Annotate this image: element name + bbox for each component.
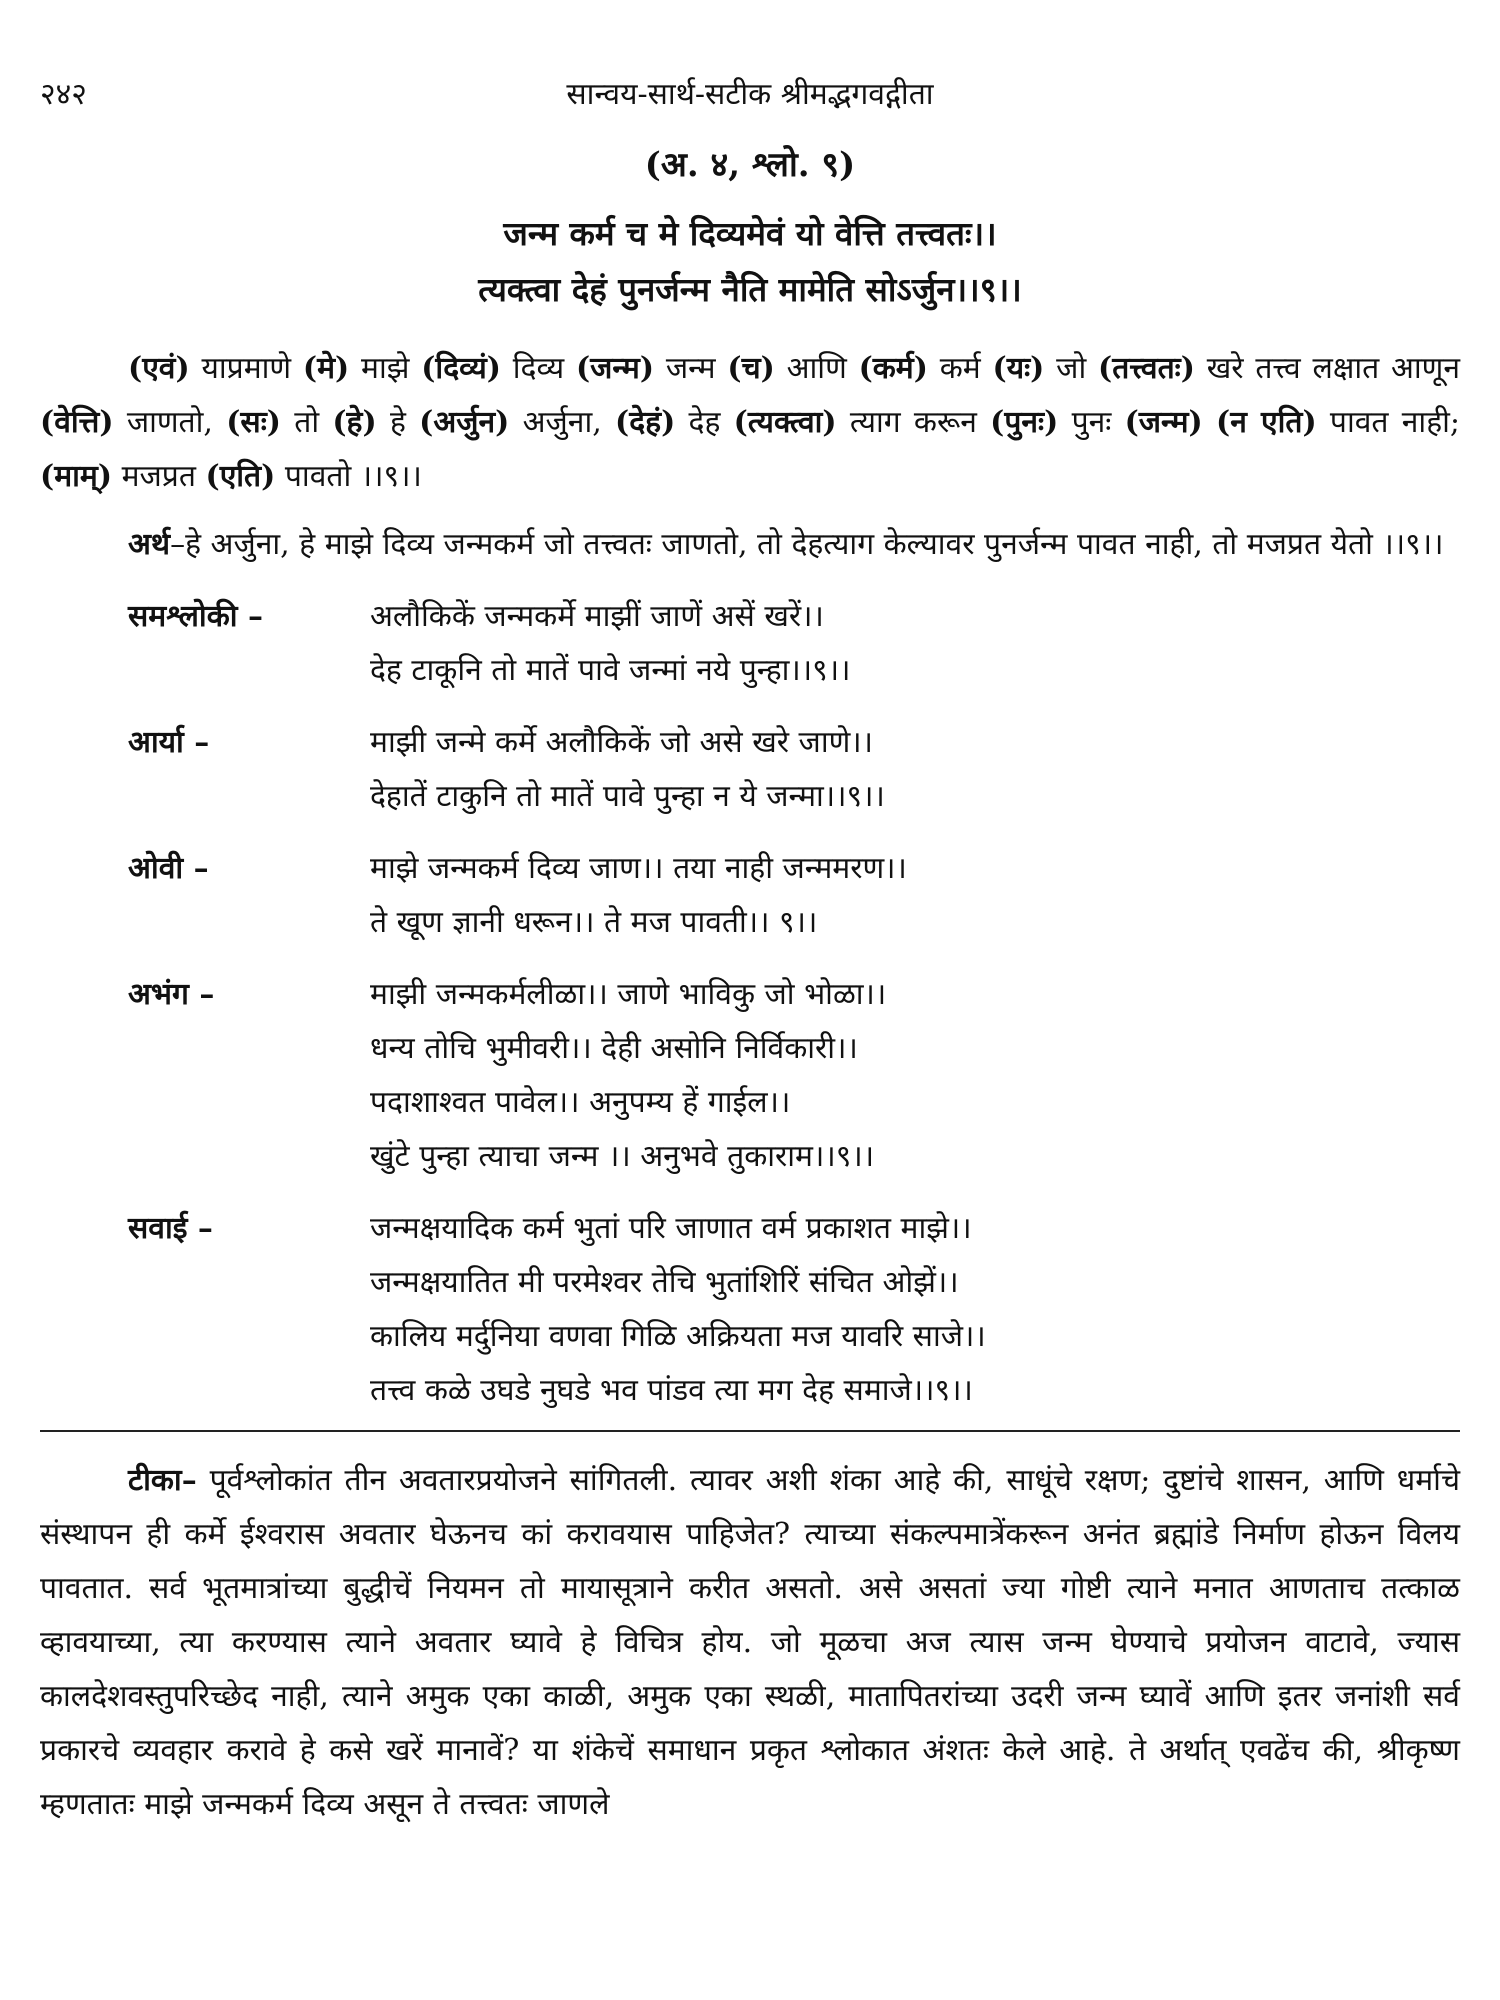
verse-label: समश्लोकी – [128,599,263,634]
tika-label: टीका– [128,1463,197,1498]
anvay-sanskrit-word: (अर्जुन) [419,405,510,440]
anvay-sanskrit-word: (हे) [332,405,377,440]
section-divider [40,1430,1460,1432]
anvay-sanskrit-word: (माम्) [40,459,113,494]
anvay-sanskrit-word: (जन्म) [575,351,655,386]
anvay-meaning: त्याग करून [836,405,991,440]
anvay-meaning: अर्जुना, [509,405,616,440]
anvay-meaning: पुनः [1058,405,1125,440]
anvay-sanskrit-word: (मे) [302,351,350,386]
anvay-sanskrit-word: (यः) [992,351,1045,386]
anvay-paragraph [40,342,1460,504]
verse-block [40,1202,1460,1418]
verse-line: अलौकिकें जन्मकर्मे माझीं जाणें असें खरें।। [370,599,824,634]
verse-lines [370,590,850,698]
anvay-meaning: याप्रमाणे [189,351,303,386]
anvay-sanskrit-word: (वेत्ति) [40,405,114,440]
anvay-sanskrit-word: (च) [727,351,775,386]
anvay-sanskrit-word: (पुनः) [990,405,1059,440]
verse-block [40,590,1460,698]
anvay-meaning: आणि [774,351,859,386]
anvay-meaning: जो [1044,351,1099,386]
verse-line: जन्मक्षयातित मी परमेश्वर तेचि भुतांशिरिं संचित ओझें।। [370,1265,959,1300]
anvay-meaning: जाणतो, [113,405,227,440]
anvay-meaning: माझे [349,351,422,386]
anvay-meaning: तो [280,405,333,440]
anvay-meaning [1203,405,1216,440]
verse-line: माझे जन्मकर्म दिव्य जाण।। तया नाही जन्ममरण।। [370,851,907,886]
artha-label: अर्थ [128,527,171,562]
verse-label: अभंग – [128,977,215,1012]
anvay-meaning: दिव्य [500,351,576,386]
artha-paragraph [40,518,1460,572]
anvay-meaning: हे [376,405,420,440]
tika-text: पूर्वश्लोकांत तीन अवतारप्रयोजने सांगितली. त्यावर अशी शंका आहे की, साधूंचे रक्षण; दुष्टांचे शासन, आणि धर्माचे संस्थापन ही कर्मे ईश्वरास अवतार घेऊनच कां करावयास पाहिजेत? त्याच्या संकल्पमात्रेंकरून अनंत ब्रह्मांडे निर्माण होऊन विलय पावतात. सर्व भूतमात्रांच्या बुद्धीचें नियमन तो मायासूत्राने करीत असतो. असे असतां ज्या गोष्टी त्याने मनात आणताच तत्काळ व्हावयाच्या, त्या करण्यास त्याने अवतार घ्यावे हे विचित्र होय. जो मूळचा अज त्यास जन्म घेण्याचे प्रयोजन वाटावे, ज्यास कालदेशवस्तुपरिच्छेद नाही, त्याने अमुक एका काळी, अमुक एका स्थळी, मातापितरांच्या उदरी जन्म घ्यावें आणि इतर जनांशी सर्व प्रकारचे व्यवहार करावे हे कसे खरें मानावें? या शंकेचें समाधान प्रकृत श्लोकात अंशतः केले आहे. ते अर्थात् एवढेंच की, श्रीकृष्ण म्हणतातः माझे जन्मकर्म दिव्य असून ते तत्त्वतः जाणले [40,1463,1460,1822]
anvay-sanskrit-word: (दिव्यं) [421,351,501,386]
verse-line: ते खूण ज्ञानी धरून।। ते मज पावती।। ९।। [370,905,818,940]
anvay-sanskrit-word: (सः) [226,405,281,440]
verse-label: आर्या – [128,725,210,760]
anvay-meaning: खरे तत्त्व लक्षात आणून [1194,351,1460,386]
anvay-sanskrit-word: (त्यक्त्वा) [733,405,837,440]
page-header [40,72,1460,124]
anvay-sanskrit-word: (एति) [205,459,276,494]
verse-line: देहातें टाकुनि तो मातें पावे पुन्हा न ये जन्मा।।९।। [370,779,885,814]
verse-line: माझी जन्मकर्मलीळा।। जाणे भाविकु जो भोळा।। [370,977,887,1012]
anvay-meaning: पावत नाही; [1316,405,1461,440]
verse-lines [370,1202,986,1418]
anvay-sanskrit-word: (न एति) [1216,405,1317,440]
anvay-meaning: कर्म [927,351,993,386]
anvay-meaning: पावतो ।।९।। [275,459,422,494]
verse-line: खुंटे पुन्हा त्याचा जन्म ।। अनुभवे तुकाराम।।९।। [370,1139,875,1174]
anvay-sanskrit-word: (जन्म) [1124,405,1203,440]
verse-lines [370,968,886,1184]
verse-translations [40,590,1460,1418]
verse-line: जन्मक्षयादिक कर्म भुतां परि जाणात वर्म प्रकाशत माझे।। [370,1211,972,1246]
anvay-sanskrit-word: (कर्म) [858,351,928,386]
shloka-line: जन्म कर्म च मे दिव्यमेवं यो वेत्ति तत्त्वतः।। [503,214,997,253]
running-title: सान्वय-सार्थ-सटीक श्रीमद्भगवद्गीता [566,77,934,112]
verse-label: सवाई – [128,1211,213,1246]
verse-reference: (अ. ४, श्लो. ९) [644,145,856,185]
anvay-meaning: जन्म [654,351,728,386]
page-number: २४२ [40,77,87,112]
verse-lines [370,716,885,824]
verse-block [40,716,1460,824]
verse-line: कालिय मर्दुनिया वणवा गिळि अक्रियता मज यावरि साजे।। [370,1319,986,1354]
verse-line: पदाशाश्वत पावेल।। अनुपम्य हें गाईल।। [370,1085,791,1120]
verse-lines [370,842,907,950]
sanskrit-shloka [40,206,1460,318]
anvay-sanskrit-word: (तत्त्वतः) [1098,351,1195,386]
anvay-meaning: देह [675,405,734,440]
verse-block [40,968,1460,1184]
tika-paragraph [40,1454,1460,1832]
artha-text: –हे अर्जुना, हे माझे दिव्य जन्मकर्म जो तत्त्वतः जाणतो, तो देहत्याग केल्यावर पुनर्जन्म पावत नाही, तो मजप्रत येतो ।।९।। [170,527,1444,562]
anvay-meaning: मजप्रत [112,459,206,494]
verse-line: तत्त्व कळे उघडे नुघडे भव पांडव त्या मग देह समाजे।।९।। [370,1373,973,1408]
verse-line: धन्य तोचि भुमीवरी।। देही असोनि निर्विकारी।। [370,1031,858,1066]
verse-label: ओवी – [128,851,209,886]
anvay-sanskrit-word: (एवं) [128,351,190,386]
verse-line: माझी जन्मे कर्मे अलौकिकें जो असे खरे जाणे।। [370,725,874,760]
shloka-line: त्यक्त्वा देहं पुनर्जन्म नैति मामेति सोऽर्जुन।।९।। [478,270,1022,309]
verse-line: देह टाकूनि तो मातें पावे जन्मां नये पुन्हा।।९।। [370,653,851,688]
verse-block [40,842,1460,950]
anvay-sanskrit-word: (देहं) [615,405,676,440]
